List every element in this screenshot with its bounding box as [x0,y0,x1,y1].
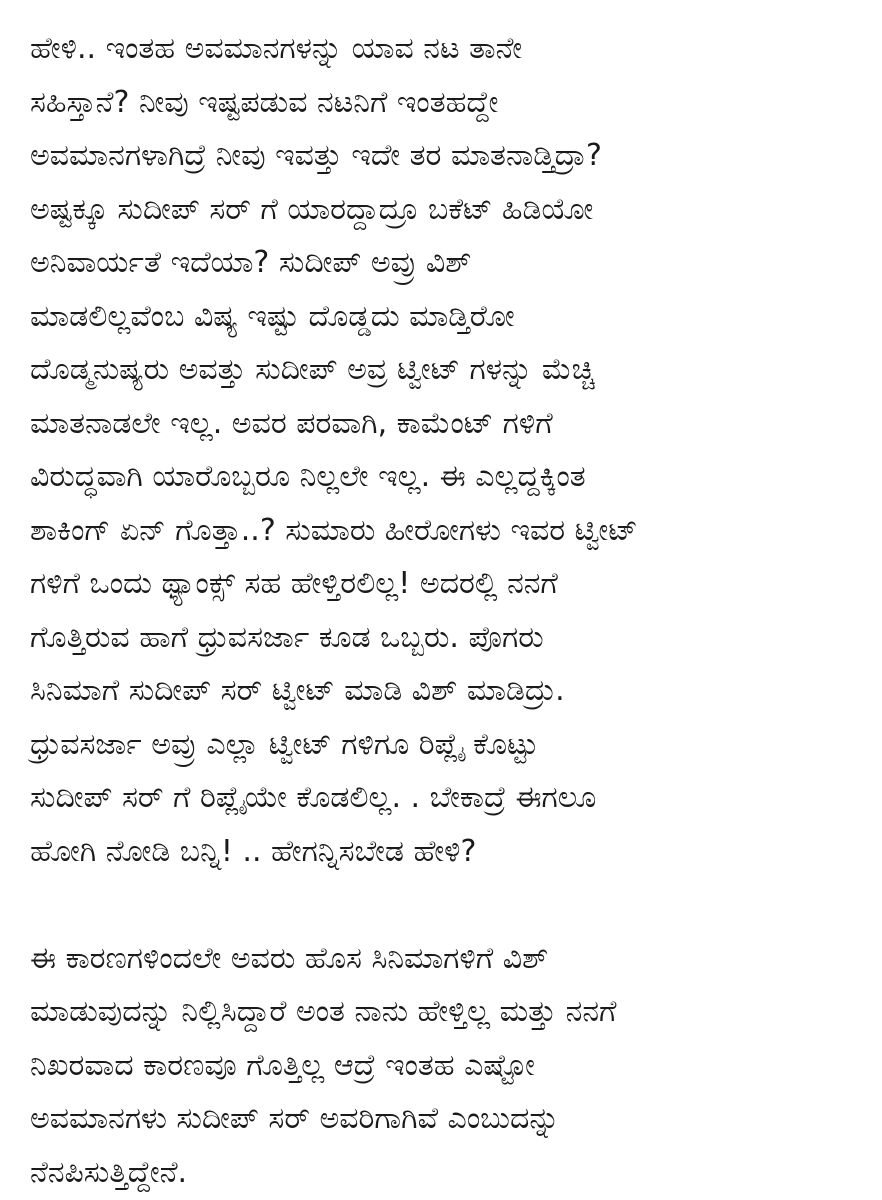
text-line: ಮಾಡಲಿಲ್ಲವೆಂಬ ವಿಷ್ಯ ಇಷ್ಟು ದೊಡ್ಡದು ಮಾಡ್ತಿರೋ [30,298,515,334]
text-line: ಮಾಡುವುದನ್ನು ನಿಲ್ಲಿಸಿದ್ದಾರೆ ಅಂತ ನಾನು ಹೇಳ್ತಿಲ್ಲ ಮತ್ತು ನನಗೆ [30,994,617,1029]
paragraph-1 [30,22,870,878]
text-line: ವಿರುದ್ಧವಾಗಿ ಯಾರೊಬ್ಬರೂ ನಿಲ್ಲಲೇ ಇಲ್ಲ. ಈ ಎಲ್ಲದ್ದಕ್ಕಿಂತ [30,459,586,494]
text-line: ಅವಮಾನಗಳು ಸುದೀಪ್ ಸರ್ ಅವರಿಗಾಗಿವೆ ಎಂಬುದನ್ನು [30,1101,560,1136]
document-text [30,22,870,1199]
text-line: ಅನಿವಾರ್ಯತೆ ಇದೆಯಾ? ಸುದೀಪ್ ಅವ್ರು ವಿಶ್ [30,245,472,280]
text-line: ಶಾಕಿಂಗ್ ಏನ್ ಗೊತ್ತಾ..? ಸುಮಾರು ಹೀರೋಗಳು ಇವರ ಟ್ವೀಟ್ [30,512,638,548]
text-line: ಈ ಕಾರಣಗಳಿಂದಲೇ ಅವರು ಹೊಸ ಸಿನಿಮಾಗಳಿಗೆ ವಿಶ್ [30,940,549,976]
text-line: ಹೇಳಿ.. ಇಂತಹ ಅವಮಾನಗಳನ್ನು ಯಾವ ನಟ ತಾನೇ [30,31,523,66]
text-line: ಸಹಿಸ್ತಾನೆ? ನೀವು ಇಷ್ಟಪಡುವ ನಟನಿಗೆ ಇಂತಹದ್ದೇ [30,84,499,120]
text-line: ನೆನಪಿಸುತ್ತಿದ್ದೇನೆ. [30,1154,188,1190]
paragraph-spacer [30,878,870,932]
text-line: ಮಾತನಾಡಲೇ ಇಲ್ಲ. ಅವರ ಪರವಾಗಿ, ಕಾಮೆಂಟ್ ಗಳಿಗೆ [30,405,553,441]
text-line: ಗಳಿಗೆ ಒಂದು ಥ್ಯಾಂಕ್ಸ್ ಸಹ ಹೇಳ್ತಿರಲಿಲ್ಲ! ಅದರಲ್ಲಿ ನನಗೆ [30,566,558,601]
text-line: ಸುದೀಪ್ ಸರ್ ಗೆ ರಿಪ್ಲೈಯೇ ಕೊಡಲಿಲ್ಲ. . ಬೇಕಾದ್ರೆ ಈಗಲೂ [30,780,597,815]
text-line: ಅವಮಾನಗಳಾಗಿದ್ರೆ ನೀವು ಇವತ್ತು ಇದೇ ತರ ಮಾತನಾಡ್ತಿದ್ರಾ? [30,138,602,173]
text-line: ನಿಖರವಾದ ಕಾರಣವೂ ಗೊತ್ತಿಲ್ಲ ಆದ್ರೆ ಇಂತಹ ಎಷ್ಟೋ [30,1047,535,1083]
text-line: ಧ್ರುವಸರ್ಜಾ ಅವ್ರು ಎಲ್ಲಾ ಟ್ವೀಟ್ ಗಳಿಗೂ ರಿಪ್ಲೈ ಕೊಟ್ಟು [30,726,539,762]
text-line: ಹೋಗಿ ನೋಡಿ ಬನ್ನಿ! .. ಹೇಗನ್ನಿಸಬೇಡ ಹೇಳಿ? [30,833,477,869]
text-line: ಗೊತ್ತಿರುವ ಹಾಗೆ ಧ್ರುವಸರ್ಜಾ ಕೂಡ ಒಬ್ಬರು. ಪೊಗರು [30,619,544,655]
text-line: ಸಿನಿಮಾಗೆ ಸುದೀಪ್ ಸರ್ ಟ್ವೀಟ್ ಮಾಡಿ ವಿಶ್ ಮಾಡಿದ್ರು. [30,673,565,708]
paragraph-2 [30,932,870,1200]
text-line: ಅಷ್ಟಕ್ಕೂ ಸುದೀಪ್ ಸರ್ ಗೆ ಯಾರದ್ದಾದ್ರೂ ಬಕೆಟ್ ಹಿಡಿಯೋ [30,191,594,227]
text-line: ದೊಡ್ಮನುಷ್ಯರು ಅವತ್ತು ಸುದೀಪ್ ಅವ್ರ ಟ್ವೀಟ್ ಗಳನ್ನು ಮೆಚ್ಚಿ [30,352,595,387]
